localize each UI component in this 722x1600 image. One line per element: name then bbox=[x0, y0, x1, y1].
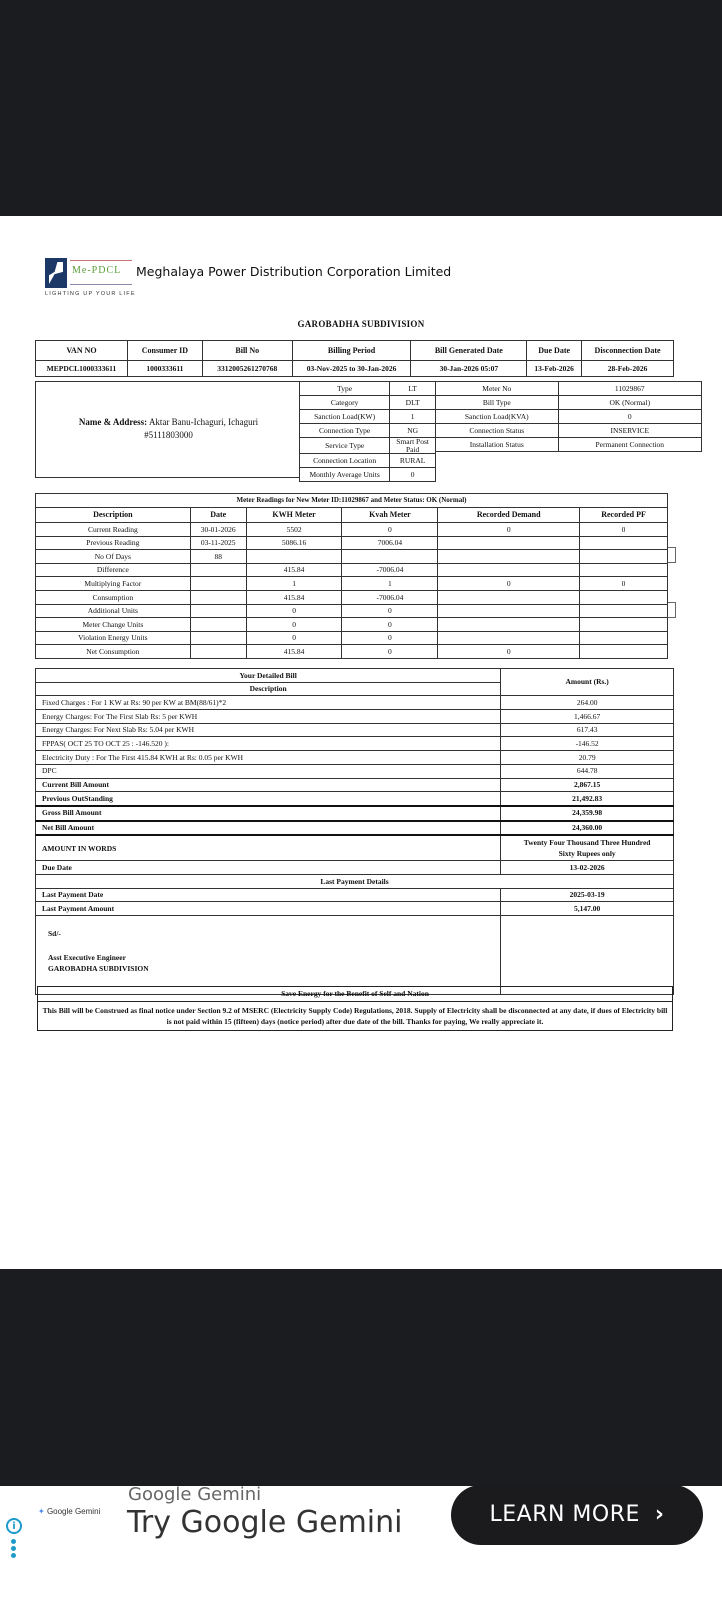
detail-label: Category bbox=[300, 396, 390, 410]
meter-reading-cell: 415.84 bbox=[246, 563, 342, 577]
header-billing-period: Billing Period bbox=[292, 341, 411, 361]
detail-label: Monthly Average Units bbox=[300, 468, 390, 482]
meter-reading-cell: Consumption bbox=[36, 590, 191, 604]
total-label: Gross Bill Amount bbox=[36, 806, 501, 821]
meter-reading-cell bbox=[190, 604, 246, 618]
meter-reading-cell: 7006.04 bbox=[342, 536, 438, 550]
last-payment-date-value: 2025-03-19 bbox=[501, 888, 674, 902]
meter-reading-cell: 0 bbox=[342, 645, 438, 659]
meter-reading-cell: 0 bbox=[246, 618, 342, 632]
meter-reading-cell bbox=[580, 604, 668, 618]
meter-reading-cell bbox=[580, 550, 668, 564]
charge-row bbox=[36, 764, 674, 778]
detail-label: Bill Type bbox=[436, 396, 559, 410]
meter-reading-cell: 415.84 bbox=[246, 645, 342, 659]
learn-more-label: LEARN MORE bbox=[489, 1502, 640, 1527]
meter-readings-table bbox=[35, 493, 668, 659]
gemini-star-icon: ✦ bbox=[38, 1507, 45, 1516]
meter-reading-cell: 5086.16 bbox=[246, 536, 342, 550]
header-due-date: Due Date bbox=[527, 341, 582, 361]
meter-reading-cell: 0 bbox=[246, 604, 342, 618]
meter-reading-cell: 0 bbox=[438, 577, 580, 591]
header-disconnection-date: Disconnection Date bbox=[582, 341, 674, 361]
header-van-no: VAN NO bbox=[36, 341, 128, 361]
col-date: Date bbox=[190, 508, 246, 523]
last-payment-amount-value: 5,147.00 bbox=[501, 902, 674, 916]
meter-reading-cell: Previous Reading bbox=[36, 536, 191, 550]
detail-value: 0 bbox=[390, 468, 436, 482]
meter-reading-cell bbox=[342, 550, 438, 564]
col-recorded-demand: Recorded Demand bbox=[438, 508, 580, 523]
meter-reading-cell bbox=[438, 618, 580, 632]
detail-value: 11029867 bbox=[558, 382, 701, 396]
meter-reading-cell: Multiplying Factor bbox=[36, 577, 191, 591]
meter-reading-cell: Current Reading bbox=[36, 523, 191, 537]
name-address-value: Aktar Banu-Ichaguri, Ichaguri bbox=[148, 417, 259, 427]
total-label: Net Bill Amount bbox=[36, 821, 501, 836]
amount-in-words-line1: Twenty Four Thousand Three Hundred bbox=[523, 838, 651, 848]
meter-reading-cell bbox=[580, 618, 668, 632]
detail-value: 0 bbox=[558, 410, 701, 424]
meter-reading-row bbox=[36, 645, 668, 659]
meter-reading-cell bbox=[580, 590, 668, 604]
due-date: 13-Feb-2026 bbox=[527, 361, 582, 377]
total-amount: 24,359.98 bbox=[501, 806, 674, 821]
detail-label: Connection Status bbox=[436, 424, 559, 438]
due-date-row bbox=[36, 861, 674, 875]
meter-reading-cell: 0 bbox=[580, 577, 668, 591]
last-payment-date-label: Last Payment Date bbox=[36, 888, 501, 902]
meter-reading-row bbox=[36, 590, 668, 604]
meter-reading-cell: 415.84 bbox=[246, 590, 342, 604]
detail-label: Connection Type bbox=[300, 424, 390, 438]
due-date-label: Due Date bbox=[36, 861, 501, 875]
detail-value: NG bbox=[390, 424, 436, 438]
meter-reading-cell bbox=[438, 536, 580, 550]
logo-tagline: LIGHTING UP YOUR LIFE bbox=[45, 291, 136, 297]
detail-row bbox=[300, 382, 436, 396]
billing-period: 03-Nov-2025 to 30-Jan-2026 bbox=[292, 361, 411, 377]
detailed-bill-title: Your Detailed Bill bbox=[36, 669, 501, 683]
amount-in-words-label: AMOUNT IN WORDS bbox=[36, 835, 501, 861]
charge-amount: 20.79 bbox=[501, 751, 674, 765]
table-border-fragment bbox=[668, 547, 676, 563]
summary-value-row bbox=[36, 361, 674, 377]
ad-title[interactable]: Try Google Gemini bbox=[127, 1505, 403, 1540]
signature-text: Sd/- bbox=[48, 929, 61, 938]
bottom-dark-area bbox=[0, 1269, 722, 1486]
detail-value: RURAL bbox=[390, 454, 436, 468]
meter-reading-cell: 5502 bbox=[246, 523, 342, 537]
detail-row bbox=[300, 468, 436, 482]
last-payment-header-row bbox=[36, 874, 674, 888]
col-recorded-pf: Recorded PF bbox=[580, 508, 668, 523]
detail-value: 1 bbox=[390, 410, 436, 424]
meter-readings-caption: Meter Readings for New Meter ID:11029867 and Meter Status: OK (Normal) bbox=[36, 494, 668, 508]
charge-row bbox=[36, 723, 674, 737]
more-options-icon[interactable] bbox=[11, 1539, 17, 1560]
detail-value: Smart Post Paid bbox=[390, 438, 436, 454]
meter-reading-cell: -7006.04 bbox=[342, 590, 438, 604]
chevron-right-icon: › bbox=[654, 1502, 665, 1527]
col-description: Description bbox=[36, 508, 191, 523]
charge-amount: -146.52 bbox=[501, 737, 674, 751]
meter-reading-cell: 0 bbox=[342, 631, 438, 645]
meter-reading-cell bbox=[190, 645, 246, 659]
table-border-fragment bbox=[668, 602, 676, 618]
meter-reading-cell bbox=[190, 563, 246, 577]
meter-reading-cell: Violation Energy Units bbox=[36, 631, 191, 645]
last-payment-date-row bbox=[36, 888, 674, 902]
meter-reading-cell bbox=[190, 577, 246, 591]
last-payment-amount-label: Last Payment Amount bbox=[36, 902, 501, 916]
charge-description: Energy Charges: For The First Slab Rs: 5 per KWH bbox=[36, 710, 501, 724]
meter-reading-cell: 0 bbox=[342, 523, 438, 537]
meter-reading-cell: 03-11-2025 bbox=[190, 536, 246, 550]
charge-description: Energy Charges: For Next Slab Rs: 5.04 per KWH bbox=[36, 723, 501, 737]
logo-text: Me-PDCL bbox=[72, 265, 122, 276]
detail-row bbox=[300, 424, 436, 438]
charge-description: FPPAS( OCT 25 TO OCT 25 : -146.520 ): bbox=[36, 737, 501, 751]
meter-reading-cell bbox=[580, 645, 668, 659]
detail-row bbox=[300, 454, 436, 468]
meter-reading-cell: 0 bbox=[438, 645, 580, 659]
meter-reading-cell: 0 bbox=[580, 523, 668, 537]
van-no: MEPDCL1000333611 bbox=[36, 361, 128, 377]
amount-header: Amount (Rs.) bbox=[501, 669, 674, 696]
charge-amount: 617.43 bbox=[501, 723, 674, 737]
meter-reading-row bbox=[36, 563, 668, 577]
meter-reading-cell: 30-01-2026 bbox=[190, 523, 246, 537]
charge-row bbox=[36, 696, 674, 710]
meter-reading-cell bbox=[438, 550, 580, 564]
charge-row bbox=[36, 710, 674, 724]
meter-reading-cell: No Of Days bbox=[36, 550, 191, 564]
meter-reading-cell: Difference bbox=[36, 563, 191, 577]
meter-reading-row bbox=[36, 604, 668, 618]
meter-reading-cell bbox=[438, 563, 580, 577]
total-row bbox=[36, 778, 674, 792]
detail-value: LT bbox=[390, 382, 436, 396]
save-energy-slogan: Save Energy for the Benefit of Self and Nation bbox=[38, 987, 673, 1002]
disconnection-date: 28-Feb-2026 bbox=[582, 361, 674, 377]
detail-row bbox=[300, 438, 436, 454]
top-dark-area bbox=[0, 0, 722, 216]
detailed-bill-table bbox=[35, 668, 674, 995]
detail-value: OK (Normal) bbox=[558, 396, 701, 410]
due-date-value: 13-02-2026 bbox=[501, 861, 674, 875]
meter-readings-caption-row bbox=[36, 494, 668, 508]
amount-in-words-row bbox=[36, 835, 674, 861]
total-label: Previous OutStanding bbox=[36, 792, 501, 806]
detail-row bbox=[436, 382, 702, 396]
bill-no: 3312005261270768 bbox=[202, 361, 292, 377]
total-row bbox=[36, 792, 674, 806]
detail-label: Installation Status bbox=[436, 438, 559, 452]
meter-reading-row bbox=[36, 618, 668, 632]
charge-description: Electricity Duty : For The First 415.84 KWH at Rs: 0.05 per KWH bbox=[36, 751, 501, 765]
charge-row bbox=[36, 737, 674, 751]
meter-reading-cell: Additional Units bbox=[36, 604, 191, 618]
company-name: Meghalaya Power Distribution Corporation Limited bbox=[136, 264, 452, 279]
meter-reading-cell bbox=[580, 563, 668, 577]
detail-value: Permanent Connection bbox=[558, 438, 701, 452]
total-row bbox=[36, 806, 674, 821]
learn-more-button[interactable] bbox=[451, 1485, 703, 1545]
meter-reading-row bbox=[36, 631, 668, 645]
detail-label: Connection Location bbox=[300, 454, 390, 468]
detail-value: INSERVICE bbox=[558, 424, 701, 438]
signature-blank-cell bbox=[501, 916, 674, 995]
detail-row bbox=[436, 438, 702, 452]
charge-amount: 1,466.67 bbox=[501, 710, 674, 724]
bill-generated-date: 30-Jan-2026 05:07 bbox=[411, 361, 527, 377]
charge-description: Fixed Charges : For 1 KW at Rs: 90 per KW at BM(88/61)*2 bbox=[36, 696, 501, 710]
meter-reading-cell bbox=[190, 631, 246, 645]
last-payment-amount-row bbox=[36, 902, 674, 916]
ad-subtitle: Google Gemini bbox=[128, 1484, 262, 1505]
charge-description: DPC bbox=[36, 764, 501, 778]
summary-header-row bbox=[36, 341, 674, 361]
total-amount: 24,360.00 bbox=[501, 821, 674, 836]
signature-row bbox=[36, 916, 674, 995]
meter-reading-cell bbox=[438, 590, 580, 604]
meter-readings-header-row bbox=[36, 508, 668, 523]
meter-reading-cell: 0 bbox=[342, 604, 438, 618]
address-line2: #5111803000 bbox=[144, 430, 193, 440]
name-address-label: Name & Address: bbox=[78, 417, 148, 427]
amount-in-words-line2: Sixty Rupees only bbox=[558, 849, 616, 859]
col-kvah-meter: Kvah Meter bbox=[342, 508, 438, 523]
meter-reading-cell bbox=[438, 604, 580, 618]
detail-row bbox=[436, 410, 702, 424]
connection-details-right bbox=[435, 381, 702, 452]
meter-reading-row bbox=[36, 523, 668, 537]
info-icon[interactable]: i bbox=[6, 1518, 22, 1534]
detail-label: Sanction Load(KVA) bbox=[436, 410, 559, 424]
meter-reading-cell: -7006.04 bbox=[342, 563, 438, 577]
meter-reading-row bbox=[36, 536, 668, 550]
meter-reading-cell: 1 bbox=[246, 577, 342, 591]
detail-label: Service Type bbox=[300, 438, 390, 454]
detail-label: Sanction Load(KW) bbox=[300, 410, 390, 424]
final-notice-text: This Bill will be Construed as final notice under Section 9.2 of MSERC (Electricity Supply Code) Regulations, 2018. Supply of Electricity shall be disconnected at any date, if dues of Electricity bill is not paid within 15 (fifteen) days (notice period) after due date of the bill. Thanks for paying, We really appreciate it. bbox=[38, 1002, 673, 1031]
meter-reading-cell: 88 bbox=[190, 550, 246, 564]
total-label: Current Bill Amount bbox=[36, 778, 501, 792]
col-kwh-meter: KWH Meter bbox=[246, 508, 342, 523]
total-amount: 21,492.83 bbox=[501, 792, 674, 806]
meter-reading-cell: Net Consumption bbox=[36, 645, 191, 659]
meter-reading-row bbox=[36, 550, 668, 564]
connection-details-left bbox=[299, 381, 436, 482]
header-bill-no: Bill No bbox=[202, 341, 292, 361]
meter-reading-cell bbox=[190, 590, 246, 604]
detail-label: Type bbox=[300, 382, 390, 396]
detail-row bbox=[436, 396, 702, 410]
header-bill-generated-date: Bill Generated Date bbox=[411, 341, 527, 361]
detail-row bbox=[300, 410, 436, 424]
meter-reading-cell bbox=[190, 618, 246, 632]
detail-row bbox=[436, 424, 702, 438]
bill-summary-table bbox=[35, 340, 674, 377]
meter-reading-cell bbox=[580, 631, 668, 645]
name-address-box bbox=[35, 381, 300, 478]
last-payment-header: Last Payment Details bbox=[36, 874, 674, 888]
detail-row bbox=[300, 396, 436, 410]
subdivision-title: GAROBADHA SUBDIVISION bbox=[297, 319, 425, 329]
charge-amount: 264.00 bbox=[501, 696, 674, 710]
meter-reading-cell bbox=[580, 536, 668, 550]
description-header: Description bbox=[36, 682, 501, 696]
detailed-bill-title-row bbox=[36, 669, 674, 683]
ad-brand-text: Google Gemini bbox=[46, 1507, 101, 1516]
meter-reading-cell: 1 bbox=[342, 577, 438, 591]
meter-reading-cell: 0 bbox=[342, 618, 438, 632]
meter-reading-cell: 0 bbox=[438, 523, 580, 537]
ad-brand-logo bbox=[38, 1507, 100, 1516]
total-row bbox=[36, 821, 674, 836]
mepdcl-logo bbox=[45, 258, 135, 300]
signatory-title: Asst Executive Engineer bbox=[48, 953, 126, 962]
consumer-id: 1000333611 bbox=[127, 361, 202, 377]
detail-label: Meter No bbox=[436, 382, 559, 396]
logo-mark-icon bbox=[45, 258, 67, 288]
meter-reading-cell: 0 bbox=[246, 631, 342, 645]
footer-notice-table bbox=[37, 986, 673, 1031]
meter-reading-row bbox=[36, 577, 668, 591]
charge-amount: 644.78 bbox=[501, 764, 674, 778]
charge-row bbox=[36, 751, 674, 765]
total-amount: 2,867.15 bbox=[501, 778, 674, 792]
meter-reading-cell bbox=[246, 550, 342, 564]
signatory-office: GAROBADHA SUBDIVISION bbox=[48, 964, 149, 973]
header-consumer-id: Consumer ID bbox=[127, 341, 202, 361]
detail-value: DLT bbox=[390, 396, 436, 410]
meter-reading-cell bbox=[438, 631, 580, 645]
meter-reading-cell: Meter Change Units bbox=[36, 618, 191, 632]
